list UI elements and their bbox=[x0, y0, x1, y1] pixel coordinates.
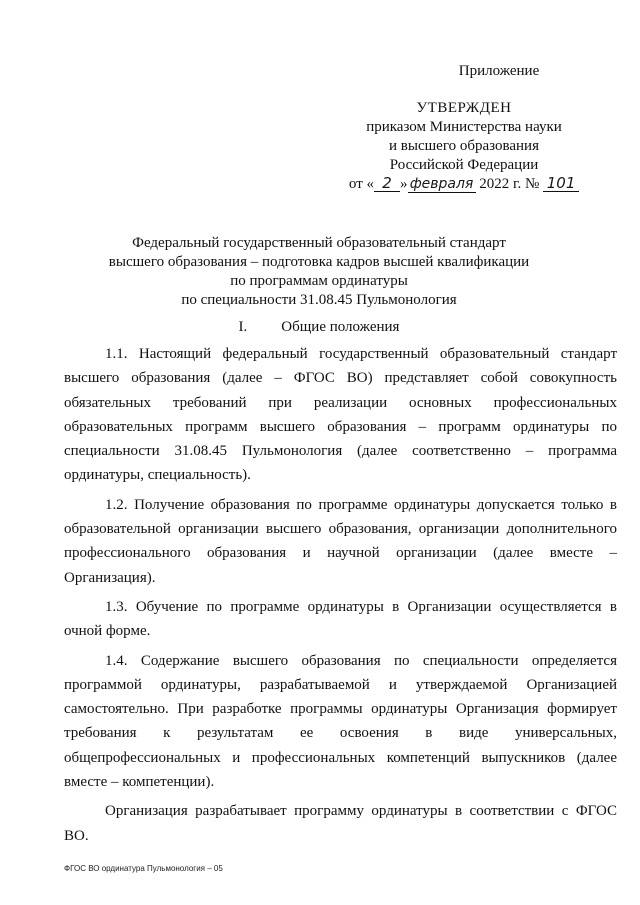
paragraph-1-1: 1.1. Настоящий федеральный государственный образовательный стандарт высшего образования (далее – ФГОС ВО) представляет собой совокупность обязательных требований при реализации основных профессиональных образовательных программ высшего образования – программ ординатуры по специальности 31.08.45 Пульмонология (далее соответственно – программа ординатуры, специальность). bbox=[64, 346, 617, 484]
year-text: 2022 г. № bbox=[479, 176, 540, 192]
approval-date-line bbox=[330, 175, 598, 194]
section-title: Общие положения bbox=[281, 319, 400, 335]
title-line-4: по специальности 31.08.45 Пульмонология bbox=[181, 292, 457, 308]
paragraph-1-4: 1.4. Содержание высшего образования по специальности определяется программой ординатуры, разрабатываемой и утверждаемой Организацией самостоятельно. При разработке программы ординатуры Организация формирует требования к результатам ее освоения в виде универсальных, общепрофессиональных и профессиональных компетенций выпускников (далее вместе – компетенции). bbox=[64, 652, 617, 791]
handwritten-order-number: 101 bbox=[543, 175, 579, 192]
document-title bbox=[60, 234, 578, 310]
approval-line-2: и высшего образования bbox=[389, 138, 539, 154]
handwritten-day: 2 bbox=[374, 175, 400, 192]
approval-line-3: Российской Федерации bbox=[389, 157, 539, 173]
title-line-3: по программам ординатуры bbox=[230, 273, 408, 289]
approved-label: УТВЕРЖДЕН bbox=[416, 100, 512, 116]
section-number: I. bbox=[238, 319, 248, 335]
annex-label: Приложение bbox=[458, 63, 540, 79]
handwritten-month: февраля bbox=[408, 176, 476, 193]
title-line-2: высшего образования – подготовка кадров высшей квалификации bbox=[108, 254, 530, 270]
document-body bbox=[64, 342, 617, 853]
section-heading bbox=[60, 318, 578, 337]
date-mid: » bbox=[400, 176, 408, 192]
approval-line-1: приказом Министерства науки bbox=[366, 119, 562, 135]
paragraph-1-4-continued: Организация разрабатывает программу ординатуры в соответствии с ФГОС ВО. bbox=[64, 803, 617, 844]
page-footer: ФГОС ВО ординатура Пульмонология – 05 bbox=[64, 864, 223, 873]
approval-block bbox=[330, 62, 598, 194]
paragraph-1-3: 1.3. Обучение по программе ординатуры в Организации осуществляется в очной форме. bbox=[64, 598, 617, 640]
date-prefix: от « bbox=[348, 176, 375, 192]
paragraph-1-2: 1.2. Получение образования по программе ординатуры допускается только в образовательной организации высшего образования, организации дополнительного профессионального образования и научной организации (далее вместе – Организация). bbox=[64, 496, 617, 586]
title-line-1: Федеральный государственный образовательный стандарт bbox=[132, 235, 506, 251]
